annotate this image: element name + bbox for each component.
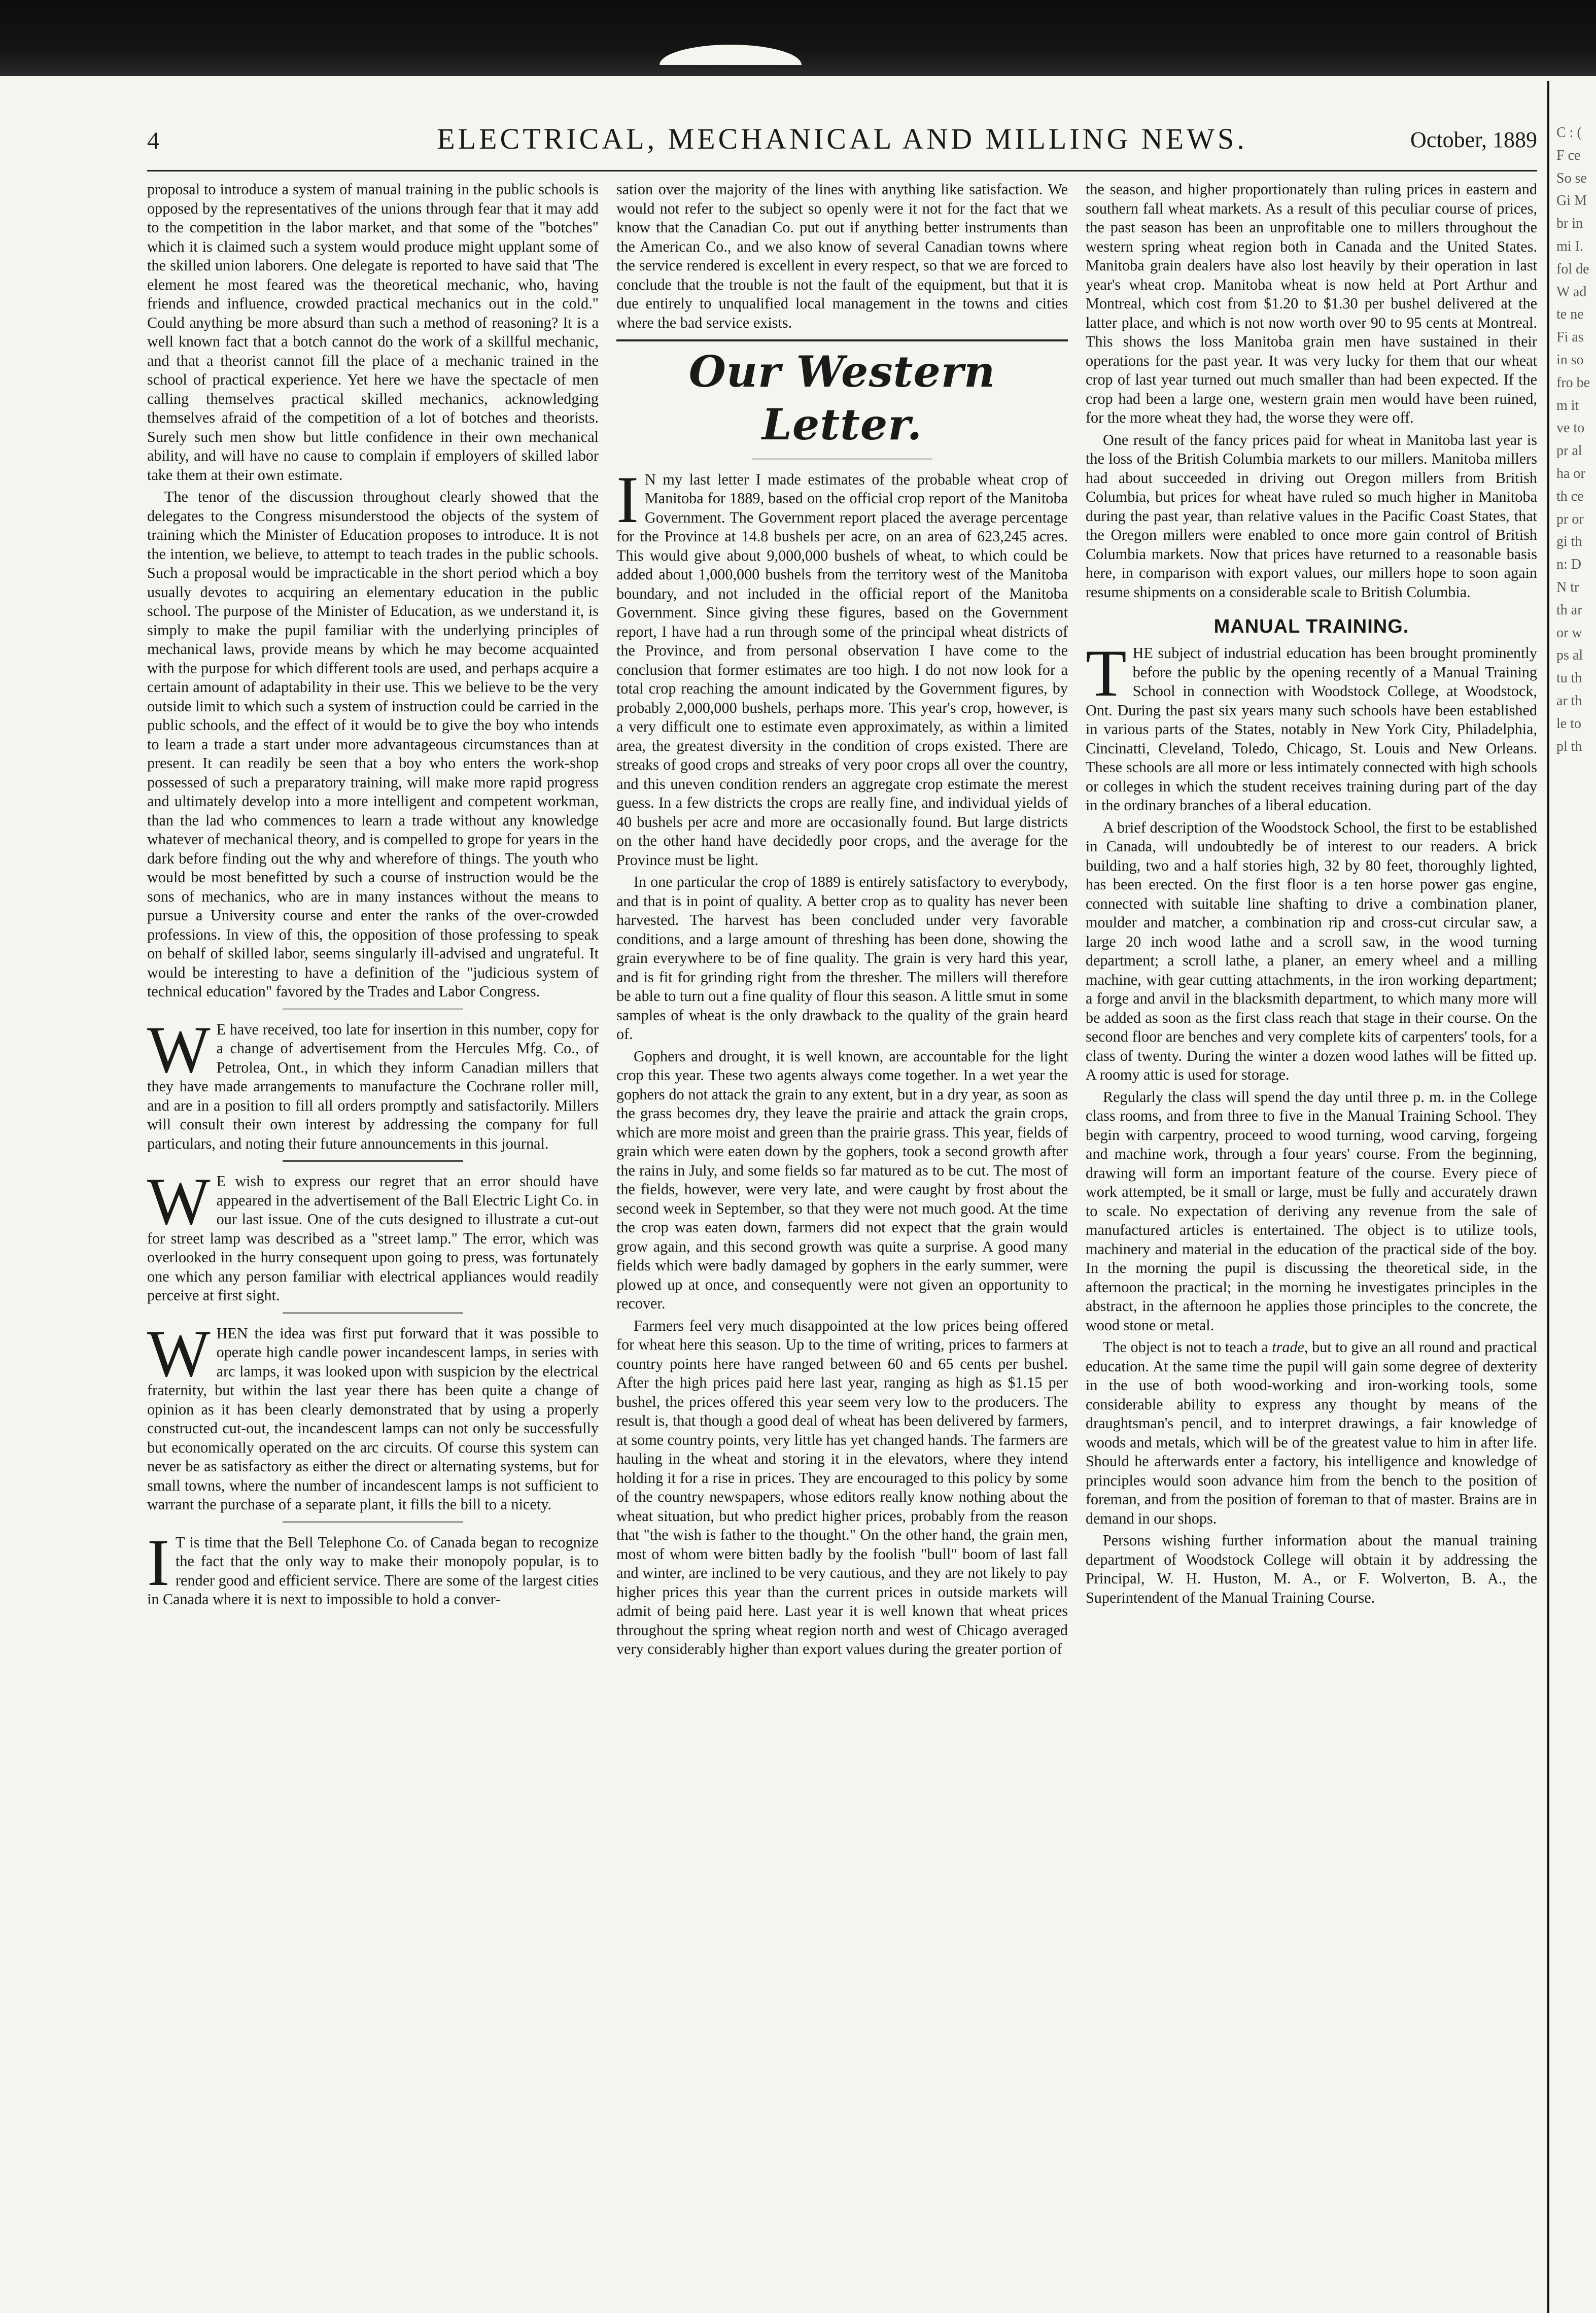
article-paragraph: A brief description of the Woodstock School, the first to be established in Canada, will undoubtedly be of interest to our readers. A brick building, two and a half stories high, 32 by 80 feet, thoroughly lighted, has been erected. On the first floor is a ten horse power gas engine, connected with suitable line shafting to drive a combination planer, moulder and matcher, a combination rip and cross-cut circular saw, a large 20 inch wood lathe and a scroll saw, in the wood turning department; a scroll lathe, a planer, an emery wheel and a milling machine, with gear cutting attachments, in the iron working department; a forge and anvil in the blacksmith department, to which many more will be added as soon as the first class reach that stage in their course. On the second floor are benches and very complete kits of carpenters' tools, for a class of twenty. During the winter a dozen wood lathes will be fitted up. A roomy attic is used for storage. <box>1086 818 1537 1084</box>
drop-cap: W <box>147 1316 211 1391</box>
drop-cap: W <box>147 1164 211 1238</box>
scan-top-border <box>0 0 1596 76</box>
header-rule <box>147 170 1537 171</box>
section-rule <box>616 339 1068 341</box>
article-paragraph: Persons wishing further information about the manual training department of Woodstock College will obtain it by addressing the Principal, W. H. Huston, M. A., or F. Wolverton, B. A., the Superintendent of the Manual Training Course. <box>1086 1532 1537 1606</box>
news-item-text: E have received, too late for insertion in this number, copy for a change of advertisement from the Hercules Mfg. Co., of Petrolea, Ont., in which they inform Canadian millers that they have made arrangements to manufacture the Cochrane roller mill, and are in a position to fill all orders promptly and satisfactorily. Millers will consult their own interest by addressing the company for full particulars, and noting their future announcements in this journal. <box>147 1020 599 1152</box>
article-paragraph: The tenor of the discussion throughout clearly showed that the delegates to the Congress misunderstood the objects of the system of training which the Minister of Education proposes to introduce. It is not the intention, we believe, to attempt to teach trades in the public schools. Such a proposal would be impracticable in the short period which a boy usually devotes to acquiring an elementary education in the public school. The purpose of the Minister of Education, as we understand it, is simply to make the pupil familiar with the underlying principles of mechanical laws, provide means by which he may become acquainted with the purpose for which different tools are used, and perhaps acquire a certain amount of adaptability in their use. This we believe to be the very outside limit to which such a system of instruction could be carried in the public schools, and the effect of it would be to give the boy who intends to learn a trade a start under more advantageous circumstances than at present. It can readily be seen that a boy who enters the work-shop possessed of such a preparatory training, will make more rapid progress and ultimately develop into a more intelligent and competent workman, than the lad who commences to learn a trade without any knowledge whatever of mechanical theory, and is compelled to grope for years in the dark before finding out the why and wherefore of things. The youth who would be most benefitted by such a course of instruction would be the sons of mechanics, who are in many instances without the means to pursue a University course and enter the ranks of the over-crowded professions. In view of this, the opposition of those professing to speak on behalf of skilled labor, seems singularly ill-advised and ungrateful. It would be interesting to have a definition of the "judicious system of technical education" favored by the Trades and Labor Congress. <box>147 488 599 1000</box>
article-paragraph: the season, and higher proportionately than ruling prices in eastern and southern fall wheat markets. As a result of this peculiar course of prices, the past season has been an unprofitable one to millers throughout the western spring wheat region both in Canada and the United States. Manitoba grain dealers have also lost heavily by their operation in last year's wheat crop. Manitoba wheat is now held at Port Arthur and Montreal, which cost from $1.20 to $1.30 per bushel delivered at the latter place, and which is not now worth over 90 to 95 cents at Montreal. This shows the loss Manitoba grain men have sustained in their operations for the past year. It was very lucky for them that our wheat crop of last year turned out much smaller than had been expected. If the crop had been a large one, western grain men would have been ruined, for the more wheat they had, the worse they were off. <box>1086 181 1537 426</box>
column-2 <box>616 180 1068 2301</box>
news-item-text: HEN the idea was first put forward that it was possible to operate high candle power incandescent lamps, in series with arc lamps, it was looked upon with suspicion by the electrical fraternity, but within the last year there has been quite a change of opinion as it has been clearly demonstrated that by using a properly constructed cut-out, the incandescent lamps can not only be successfully but economically operated on the arc circuits. Of course this system can never be as satisfactory as either the direct or alternating systems, but for small towns, where the number of incandescent lamps is not sufficient to warrant the purchase of a separate plant, it fills the bill to a nicety. <box>147 1324 599 1513</box>
article-paragraph <box>1086 1338 1537 1528</box>
article-paragraph: Gophers and drought, it is well known, are accountable for the light crop this year. These two agents always come together. In a wet year the gophers do not attack the grain to any extent, but in a dry year, as soon as the grass becomes dry, they leave the prairie and attack the grain crops, which are more moist and green than the prairie grass. This year, fields of grain which were eaten down by the gophers, took a second growth after the rains in July, and some fields so far matured as to be cut. The most of the fields, however, were very late, and were caught by frost about the second week in September, so that they were not much good. At the time the crop was eaten down, farmers did not expect that the grain would grow again, and this second growth was quite a surprise. A good many fields which were badly damaged by gophers in the early summer, were plowed up at once, and consequently were not given an opportunity to recover. <box>616 1047 1068 1313</box>
title-underline <box>752 459 932 462</box>
article-paragraph <box>616 462 1068 870</box>
article-paragraph: proposal to introduce a system of manual training in the public schools is opposed by the representatives of the unions through fear that it may add to the competition in the labor market, and that some of the "botches" which it is claimed such a system would produce might upplant some of the skilled union laborers. One delegate is reported to have said that 'The element he most feared was the theoretical mechanic, who, having friends and influence, crowded practical mechanics out in the cold." Could anything be more absurd than such a method of reasoning? It is a well known fact that a botch cannot do the work of a skillful mechanic, and that a theorist cannot fill the place of a mechanic trained in the school of practical experience. Yet here we have the spectacle of men calling themselves practical skilled mechanics, acknowledging themselves afraid of the competition of a lot of botches and theorists. Surely such men show but little confidence in their own mechanical ability, and will have no cause to complain if employers of skilled labor take them at their own estimate. <box>147 181 599 484</box>
news-item <box>147 1525 599 1609</box>
article-paragraph-text: N my last letter I made estimates of the probable wheat crop of Manitoba for 1889, based on the official crop report of the Manitoba Government. The Government report placed the average percentage for the Province at 14.8 bushels per acre, on an area of 623,245 acres. This would give about 9,000,000 bushels of wheat, to which could be added about 1,000,000 bushels from the territory west of the Manitoba boundary, and not included in the official report of the Manitoba Government. Since giving these figures, based on the Government report, I have had a run through some of the principal wheat districts of the Province, and from personal observation I have come to the conclusion that former estimates are too high. I do not now look for a total crop reaching the amount indicated by the Government figures, by probably 2,000,000 bushels, perhaps more. This year's crop, however, is a very difficult one to estimate even approximately, as within a limited area, the greatest diversity in the condition of crops existed. There are streaks of good crops and streaks of very poor crops all over the country, and this uneven condition renders an aggregate crop estimate the merest guess. In a few districts the crops are really fine, and individual yields of 40 bushels per acre and more are occasionally found. But large districts on the other hand have decidedly poor crops, and the average for the Province must be light. <box>616 470 1068 869</box>
drop-cap: I <box>147 1525 169 1600</box>
section-title-western-letter: Our Western Letter. <box>688 347 996 450</box>
page-number: 4 <box>147 127 159 154</box>
column-3 <box>1086 180 1537 2301</box>
scan-border-notch <box>660 45 802 65</box>
paragraph-separator <box>283 1313 463 1316</box>
article-paragraph: sation over the majority of the lines with anything like satisfaction. We would not refer to the subject so openly were it not for the fact that we know that the Canadian Co. put out if anything better instruments than the American Co., and we also know of several Canadian towns where the service rendered is excellent in every respect, so that we are forced to conclude that the trouble is not the fault of the equipment, but that it is due entirely to unqualified local management in the towns and cities where the bad service exists. <box>616 181 1068 331</box>
article-paragraph: Regularly the class will spend the day until three p. m. in the College class rooms, and from three to five in the Manual Training School. They begin with carpentry, proceed to wood turning, wood carving, forgeing and machine work, through a four years' course. From the beginning, drawing will form an important feature of the course. Every piece of work attempted, be it small or large, must be fully and accurately drawn to scale. No expectation of deriving any revenue from the sale of manufactured articles is entertained. The object is to utilize tools, machinery and material in the education of the practical side of the boy. In the morning the pupil is discussing the theoretical side, in the afternoon the practical; in the morning he investigates principles in the abstract, in the afternoon he applies those principles to the concrete, the wood stone or metal. <box>1086 1088 1537 1334</box>
news-item <box>147 1316 599 1514</box>
page-header <box>147 122 1537 167</box>
paragraph-separator <box>283 1009 463 1012</box>
emphasized-word: trade <box>1272 1338 1304 1356</box>
article-paragraph: In one particular the crop of 1889 is entirely satisfactory to everybody, and that is in point of quality. A better crop as to quality has never been harvested. The harvest has been concluded under very favorable conditions, and a large amount of threshing has been done, showing the grain everywhere to be of fine quality. The grain is very hard this year, and is fit for grinding right from the thresher. The millers will therefore be able to turn out a fine quality of flour this season. A little smut in some samples of wheat is the only drawback to the quality of the grain heard of. <box>616 873 1068 1043</box>
article-paragraph: Farmers feel very much disappointed at the low prices being offered for wheat here this season. Up to the time of writing, prices to farmers at country points here have ranged between 60 and 65 cents per bushel. After the high prices paid here last year, ranging as high as $1.15 per bushel, the prices offered this year seem very low to the producers. The result is, that though a good deal of wheat has been delivered by farmers, at some country points, very little has yet changed hands. The farmers are hauling in the wheat and storing it in the elevators, where they intend holding it for a rise in prices. They are encouraged to this policy by some of the country newspapers, whose editors really know nothing about the wheat situation, but who predict higher prices, probably from the reason that "the wish is father to the thought." On the other hand, the grain men, most of whom were bitten badly by the foolish "bull" boom of last fall and winter, are inclined to be very cautious, and they are not likely to pay higher prices this year than the current prices in outside markets will admit of being paid here. Last year it is well known that wheat prices throughout the spring wheat region north and west of Chicago averaged very considerably higher than export values during the greater portion of <box>616 1317 1068 1658</box>
news-item-text: T is time that the Bell Telephone Co. of Canada began to recognize the fact that the only way to make their monopoly popular, is to render good and efficient service. There are some of the largest cities in Canada where it is next to impossible to hold a conver- <box>147 1533 599 1608</box>
news-item <box>147 1164 599 1305</box>
drop-cap: I <box>616 462 639 537</box>
article-text: The object is not to teach a <box>1103 1338 1272 1356</box>
news-item <box>147 1012 599 1154</box>
news-item-text: E wish to express our regret that an error should have appeared in the advertisement of the Ball Electric Light Co. in our last issue. One of the cuts designed to illustrate a cut-out for street lamp was described as a "street lamp." The error, which was overlooked in the hurry consequent upon going to press, was fortunately one which any person familiar with electrical appliances would readily perceive at first sight. <box>147 1172 599 1304</box>
paragraph-separator <box>283 1522 463 1525</box>
drop-cap: T <box>1086 636 1127 711</box>
section-title-manual-training: MANUAL TRAINING. <box>1213 616 1409 637</box>
drop-cap: W <box>147 1012 211 1087</box>
article-paragraph <box>1086 636 1537 815</box>
paragraph-separator <box>283 1160 463 1164</box>
article-text: , but to give an all round and practical education. At the same time the pupil will gain some degree of dexterity in the use of both wood-working and iron-working tools, some considerable ability to express any thought by means of the draughtsman's pencil, and to interpret drawings, a fair knowledge of woods and metals, which will be of the greatest value to him in after life. Should he afterwards enter a factory, his intelligence and knowledge of principles would soon advance him from the bench to the position of foreman, and from the position of foreman to that of master. Brains are in demand in our shops. <box>1086 1338 1537 1527</box>
issue-date: October, 1889 <box>1410 127 1537 152</box>
adjacent-page-bleed: C : ( F ce So se Gi M br in mi I. fol de W ad te ne Fi as in so fro be m it ve to pr al ha or th ce pr or gi th n: D N tr th ar or w ps al tu th ar th le to pl th <box>1556 125 1590 754</box>
article-paragraph-text: HE subject of industrial education has been brought prominently before the public by the opening recently of a Manual Training School in connection with Woodstock College, at Woodstock, Ont. During the past six years many such schools have been established in various parts of the States, notably in New York City, Philadelphia, Cincinatti, Cleveland, Toledo, Chicago, St. Louis and New Orleans. These schools are all more or less intimately connected with high schools or colleges in which the student receives training during part of the day in the ordinary branches of a liberal education. <box>1086 644 1537 814</box>
column-1 <box>147 180 599 2301</box>
masthead-title: ELECTRICAL, MECHANICAL AND MILLING NEWS. <box>437 122 1247 155</box>
article-paragraph: One result of the fancy prices paid for wheat in Manitoba last year is the loss of the British Columbia markets to our millers. Manitoba millers had about succeeded in driving out Oregon millers from British Columbia, but prices for wheat have ruled so much higher in Manitoba during the past year, than relative values in the Pacific Coast States, that the Oregon millers were enabled to once more gain control of British Columbia markets. Now that prices have returned to a reasonable basis here, in comparison with export values, our millers hope to soon again resume shipments on a considerable scale to British Columbia. <box>1086 431 1537 601</box>
page-fold-line <box>1547 81 1549 2313</box>
